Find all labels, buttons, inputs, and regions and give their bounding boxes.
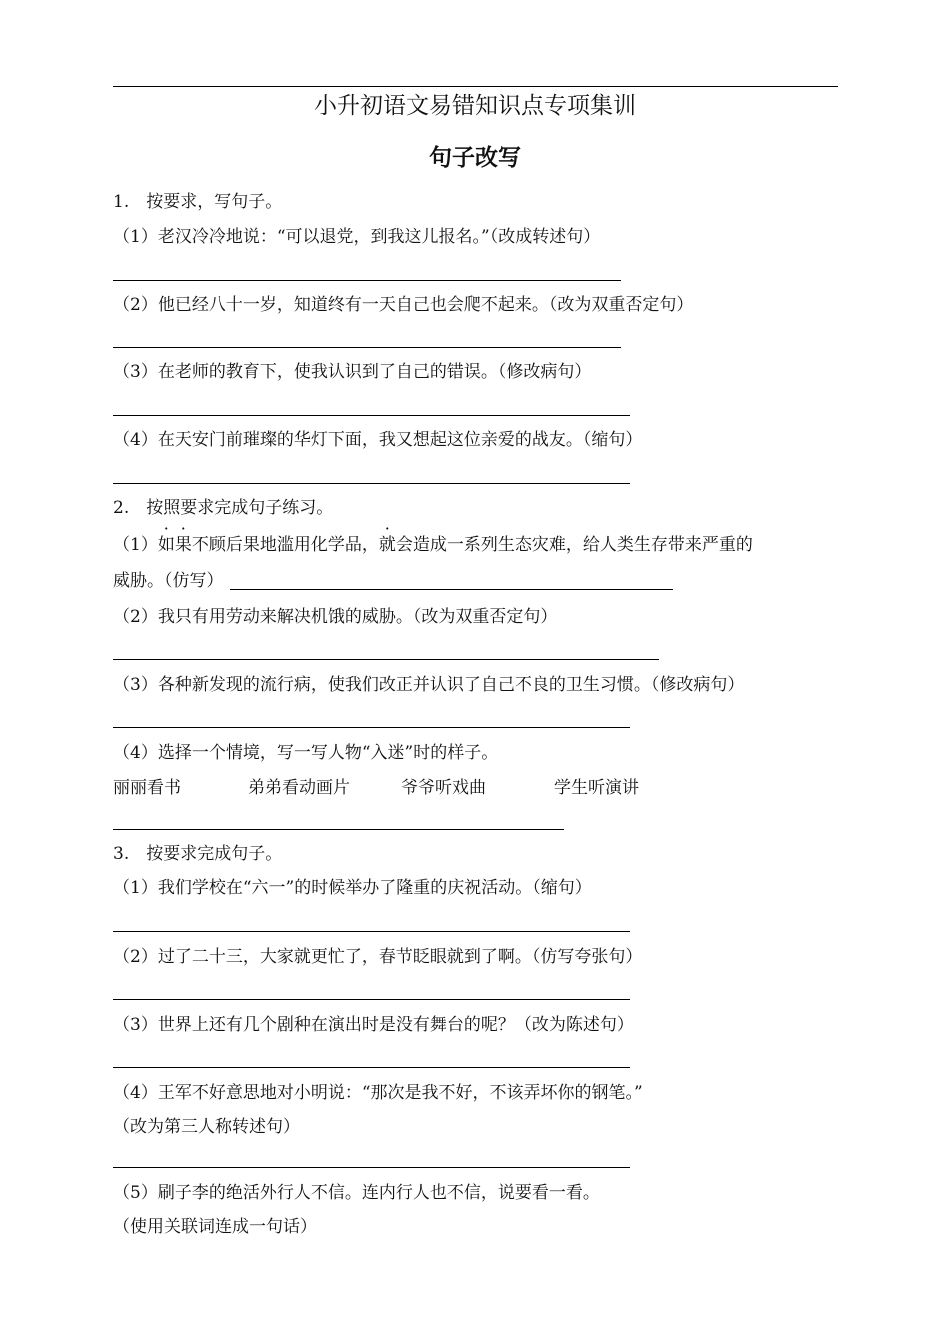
answer-line[interactable]	[113, 347, 621, 348]
q2-options	[113, 776, 639, 800]
answer-line[interactable]	[113, 415, 630, 416]
page-title: 小升初语文易错知识点专项集训	[314, 93, 636, 119]
q2-item-1-text: 不顾后果地滥用化学品，	[191, 535, 379, 555]
answer-line[interactable]	[230, 589, 673, 590]
q1-item-1: （1）老汉冷冷地说：“可以退党，到我这儿报名。”（改成转述句）	[113, 227, 601, 247]
q3-item-2: （2）过了二十三，大家就更忙了，春节眨眼就到了啊。（仿写夸张句）	[113, 947, 643, 967]
q3-item-5: （5）刷子李的绝活外行人不信。连内行人也不信，说要看一看。	[113, 1183, 600, 1203]
answer-line[interactable]	[113, 483, 630, 484]
option-4: 学生听演讲	[554, 778, 639, 798]
q1-heading: 1. 按要求，写句子。	[113, 192, 283, 212]
option-1: 丽丽看书	[113, 778, 181, 798]
q2-heading: 2. 按照要求完成句子练习。	[113, 498, 334, 518]
q1-item-4: （4）在天安门前璀璨的华灯下面，我又想起这位亲爱的战友。（缩句）	[113, 430, 643, 450]
answer-line[interactable]	[113, 727, 630, 728]
q2-item-1	[113, 533, 753, 557]
q3-item-4: （4）王军不好意思地对小明说：“那次是我不好，不该弄坏你的钢笔。”	[113, 1083, 643, 1103]
answer-line[interactable]	[113, 280, 621, 281]
q3-item-3: （3）世界上还有几个剧种在演出时是没有舞台的呢？（改为陈述句）	[113, 1015, 634, 1035]
q3-item-4-instruction: （改为第三人称转述句）	[113, 1117, 300, 1137]
emphasis-dot-char: 就	[378, 535, 396, 555]
q3-item-1: （1）我们学校在“六一”的时候举办了隆重的庆祝活动。（缩句）	[113, 878, 592, 898]
answer-line[interactable]	[113, 829, 564, 830]
emphasis-dot-char: 如	[157, 535, 175, 555]
option-3: 爷爷听戏曲	[401, 778, 486, 798]
q1-item-3: （3）在老师的教育下，使我认识到了自己的错误。（修改病句）	[113, 362, 592, 382]
option-2: 弟弟看动画片	[248, 778, 350, 798]
answer-line[interactable]	[113, 931, 630, 932]
emphasis-dot-char: 果	[174, 535, 192, 555]
q2-item-3: （3）各种新发现的流行病，使我们改正并认识了自己不良的卫生习惯。（修改病句）	[113, 675, 745, 695]
q2-item-1-number: （1）	[113, 535, 158, 555]
q1-item-2: （2）他已经八十一岁，知道终有一天自己也会爬不起来。（改为双重否定句）	[113, 295, 694, 315]
q2-item-1-text-rest: 会造成一系列生态灾难，给人类生存带来严重的	[395, 535, 753, 555]
q2-item-1-line2	[113, 569, 673, 593]
header-rule	[113, 86, 838, 87]
answer-line[interactable]	[113, 999, 630, 1000]
q2-item-4: （4）选择一个情境，写一写人物“入迷”时的样子。	[113, 743, 499, 763]
q2-item-1-instruction: 威胁。（仿写）	[113, 571, 224, 591]
answer-line[interactable]	[113, 659, 659, 660]
answer-line[interactable]	[113, 1067, 630, 1068]
page-subtitle: 句子改写	[429, 145, 521, 171]
answer-line[interactable]	[113, 1167, 630, 1168]
q3-heading: 3. 按要求完成句子。	[113, 844, 283, 864]
q3-item-5-instruction: （使用关联词连成一句话）	[113, 1217, 317, 1237]
q2-item-2: （2）我只有用劳动来解决机饿的威胁。（改为双重否定句）	[113, 607, 558, 627]
